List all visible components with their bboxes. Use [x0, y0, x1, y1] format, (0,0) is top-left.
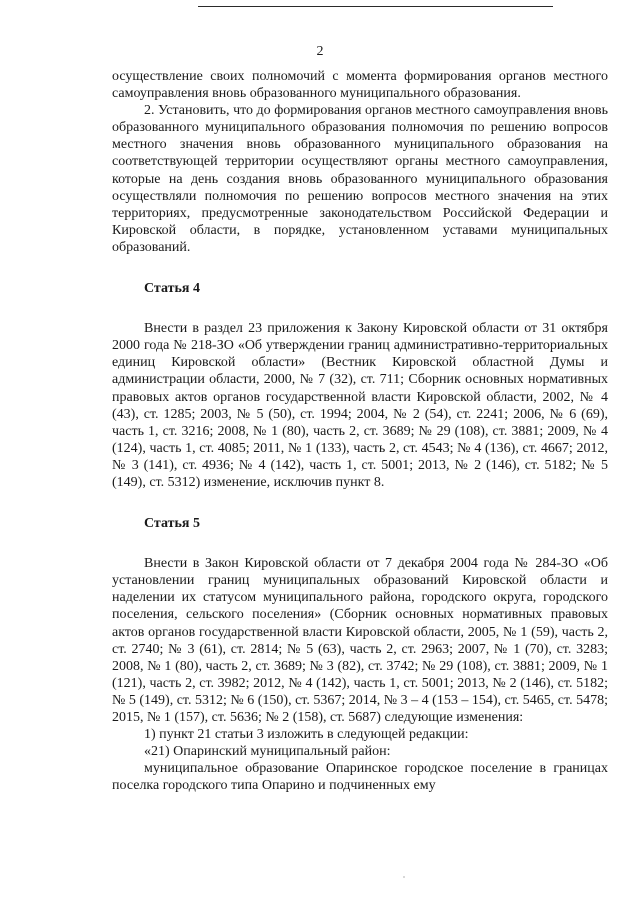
- article-5-item-1: 1) пункт 21 статьи 3 изложить в следующей редакции:: [144, 727, 469, 743]
- article-4-text: Внести в раздел 23 приложения к Закону Кировской области от 31 октября 2000 года № 218-ЗО «Об утверждении границ административно-территориальных единиц Кировской области» (Вестник Кировской областной Думы и администрации области, 2000, № 7 (32), ст. 711; Сборник основных нормативных правовых актов органов государственной власти Кировской области, 2002, № 4 (43), ст. 1285; 2003, № 5 (50), ст. 1994; 2004, № 2 (54), ст. 2241; 2006, № 6 (69), часть 1, ст. 3216; 2008, № 1 (80), часть 2, ст. 3689; № 29 (108), ст. 3881; 2009, № 4 (124), часть 1, ст. 4085; 2011, № 1 (133), часть 2, ст. 4543; № 4 (136), ст. 4667; 2012, № 3 (141), ст. 4936; № 4 (142), часть 1, ст. 5001; 2013, № 2 (146), ст. 5182; № 5 (149), ст. 5312) изменение, исключив пункт 8.: [112, 321, 608, 490]
- article-5-heading: Статья 5: [144, 516, 200, 532]
- document-body: [112, 68, 608, 794]
- page-number: 2: [316, 44, 324, 59]
- paragraph-continuation: осуществление своих полномочий с момента формирования органов местного самоуправления вновь образованного муниципального образования.: [112, 69, 608, 102]
- scan-speck: [403, 876, 405, 878]
- paragraph-item-2: 2. Установить, что до формирования органов местного самоуправления вновь образованного муниципального образования полномочия по решению вопросов местного значения вновь образованного муниципального образования на соответствующей территории осуществляют органы местного самоуправления, которые на день создания вновь образованного муниципального образования осуществляли полномочия по решению вопросов местного значения на этих территориях, предусмотренные законодательством Российской Федерации и Кировской области, в порядке, установленном уставами муниципальных образований.: [112, 103, 608, 255]
- article-4-heading: Статья 4: [144, 281, 200, 297]
- article-5-text: Внести в Закон Кировской области от 7 декабря 2004 года № 284-ЗО «Об установлении границ муниципальных образований Кировской области и наделении их статусом муниципального района, городского округа, городского поселения, сельского поселения» (Сборник основных нормативных правовых актов органов государственной власти Кировской области, 2005, № 1 (59), часть 2, ст. 2740; № 3 (61), ст. 2814; № 5 (63), часть 2, ст. 2963; 2007, № 1 (70), ст. 3283; 2008, № 1 (80), часть 2, ст. 3689; № 3 (82), ст. 3742; № 29 (108), ст. 3881; 2009, № 1 (121), часть 2, ст. 3982; 2012, № 4 (142), часть 1, ст. 5001; 2013, № 2 (146), ст. 5182; № 5 (149), ст. 5312; № 6 (150), ст. 5367; 2014, № 3 – 4 (153 – 154), ст. 5465, ст. 5478; 2015, № 1 (157), ст. 5636; № 2 (158), ст. 5687) следующие изменения:: [112, 556, 608, 725]
- article-5-municipal-entity: муниципальное образование Опаринское городское поселение в границах поселка городского типа Опарино и подчиненных ему: [112, 761, 608, 794]
- header-rule: [198, 6, 553, 7]
- article-5-quote-start: «21) Опаринский муниципальный район:: [144, 744, 391, 760]
